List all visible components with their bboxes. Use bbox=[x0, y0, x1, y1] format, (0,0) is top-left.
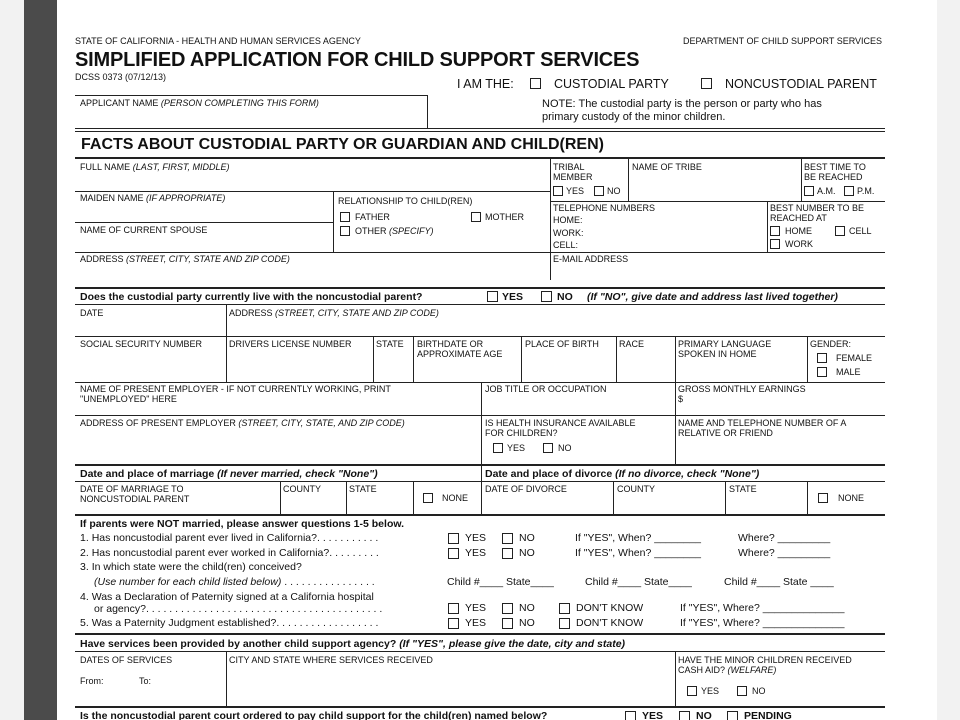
live-with-question: Does the custodial party currently live with the noncustodial parent? bbox=[80, 291, 423, 303]
primary-language-label-2: SPOKEN IN HOME bbox=[678, 349, 757, 359]
q4-yes-checkbox[interactable] bbox=[448, 603, 459, 614]
mother-label: MOTHER bbox=[485, 212, 524, 222]
q4-dont-know-label: DON'T KNOW bbox=[576, 602, 644, 614]
row-rule-336 bbox=[75, 336, 885, 337]
services-question: Have services been provided by another child support agency? (If "YES", please give the date, city and state) bbox=[80, 638, 626, 650]
note-line-1: NOTE: The custodial party is the person or party who has bbox=[542, 98, 822, 110]
best-cell-label: CELL bbox=[849, 226, 872, 236]
email-field[interactable]: E-MAIL ADDRESS bbox=[553, 254, 629, 264]
work-phone-field[interactable]: WORK: bbox=[553, 228, 584, 238]
pm-label: P.M. bbox=[857, 186, 875, 196]
marriage-none-checkbox[interactable] bbox=[423, 493, 433, 503]
other-checkbox[interactable] bbox=[340, 226, 350, 236]
q2-where[interactable]: Where? _________ bbox=[738, 547, 831, 559]
health-ins-yes-label: YES bbox=[507, 443, 526, 453]
q1-yes-checkbox[interactable] bbox=[448, 533, 459, 544]
q4-no-label: NO bbox=[519, 602, 535, 614]
primary-language-label-1[interactable]: PRIMARY LANGUAGE bbox=[678, 339, 772, 349]
row-rule-514 bbox=[75, 514, 885, 516]
row-rule-382 bbox=[75, 382, 885, 383]
tribal-yes-checkbox[interactable] bbox=[553, 186, 563, 196]
col-divider-424 bbox=[481, 382, 482, 465]
divorce-state-field[interactable]: STATE bbox=[729, 484, 757, 494]
col-divider-559 bbox=[616, 336, 617, 382]
home-phone-field[interactable]: HOME: bbox=[553, 215, 583, 225]
q4-no-checkbox[interactable] bbox=[502, 603, 513, 614]
ssn-field[interactable]: SOCIAL SECURITY NUMBER bbox=[80, 339, 203, 349]
agency-text: STATE OF CALIFORNIA - HEALTH AND HUMAN SERVICES AGENCY bbox=[75, 36, 361, 46]
noncustodial-parent-label: NONCUSTODIAL PARENT bbox=[725, 77, 877, 91]
services-to-field[interactable]: To: bbox=[139, 676, 152, 686]
dl-state-field[interactable]: STATE bbox=[376, 339, 404, 349]
q2-no-label: NO bbox=[519, 547, 535, 559]
tribal-yes-label: YES bbox=[566, 186, 585, 196]
services-from-field[interactable]: From: bbox=[80, 676, 104, 686]
marriage-state-field[interactable]: STATE bbox=[349, 484, 377, 494]
q3-child-3[interactable]: Child #____ State ____ bbox=[724, 576, 834, 588]
row-rule-481 bbox=[75, 481, 885, 482]
col-divider-169 bbox=[226, 304, 227, 382]
health-ins-label-1: IS HEALTH INSURANCE AVAILABLE bbox=[485, 418, 636, 428]
left-viewer-gutter bbox=[0, 0, 24, 720]
col-divider-750 bbox=[807, 336, 808, 382]
col-divider-289 bbox=[346, 481, 347, 514]
col-divider-618c bbox=[675, 651, 676, 707]
employer-address-field[interactable]: ADDRESS OF PRESENT EMPLOYER (STREET, CITY, STATE, AND ZIP CODE) bbox=[80, 418, 405, 428]
q3-text: 3. In which state were the child(ren) conceived? bbox=[80, 561, 302, 573]
q1-where[interactable]: Where? _________ bbox=[738, 532, 831, 544]
q5-no-checkbox[interactable] bbox=[502, 618, 513, 629]
col-divider-750b bbox=[807, 481, 808, 514]
row-rule-651 bbox=[75, 651, 885, 652]
employer-label-2: "UNEMPLOYED" HERE bbox=[80, 394, 177, 404]
cell-phone-field[interactable]: CELL: bbox=[553, 240, 579, 250]
live-with-yes-label: YES bbox=[502, 291, 524, 303]
dates-of-services-label: DATES OF SERVICES bbox=[80, 655, 173, 665]
male-checkbox[interactable] bbox=[817, 367, 827, 377]
section-title: FACTS ABOUT CUSTODIAL PARTY OR GUARDIAN AND CHILD(REN) bbox=[81, 136, 604, 153]
department-text: DEPARTMENT OF CHILD SUPPORT SERVICES bbox=[683, 36, 883, 46]
live-with-note: (If "NO", give date and address last lived together) bbox=[587, 291, 838, 303]
q5-text: 5. Was a Paternity Judgment established?. . . . . . . . . . . . . . . . . . bbox=[80, 617, 379, 629]
tribal-no-checkbox[interactable] bbox=[594, 186, 604, 196]
other-label: OTHER (SPECIFY) bbox=[355, 226, 434, 236]
row-rule-287 bbox=[75, 287, 885, 289]
q4-text-2: or agency?. . . . . . . . . . . . . . . . . . . . . . . . . . . . . . . . . . . . . . . . . bbox=[94, 603, 383, 615]
col-divider-276 bbox=[333, 191, 334, 252]
divorce-none-label: NONE bbox=[838, 493, 865, 503]
best-work-checkbox[interactable] bbox=[770, 239, 780, 249]
col-divider-356 bbox=[413, 336, 414, 382]
row-rule-415 bbox=[75, 415, 885, 416]
form-title: SIMPLIFIED APPLICATION FOR CHILD SUPPORT SERVICES bbox=[75, 49, 640, 71]
female-label: FEMALE bbox=[836, 353, 873, 363]
section-title-bottom-rule bbox=[75, 157, 885, 159]
court-order-pending-label: PENDING bbox=[744, 710, 792, 720]
mother-checkbox[interactable] bbox=[471, 212, 481, 222]
row-rule-633 bbox=[75, 633, 885, 635]
q2-text: 2. Has noncustodial parent ever worked in California?. . . . . . . . . bbox=[80, 547, 379, 559]
section-rule-1 bbox=[75, 128, 885, 129]
section-rule-2 bbox=[75, 131, 885, 132]
q4-text: 4. Was a Declaration of Paternity signed at a California hospital bbox=[80, 591, 374, 603]
col-divider-618 bbox=[675, 336, 676, 382]
best-number-label-2: REACHED AT bbox=[770, 213, 827, 223]
form-number: DCSS 0373 (07/12/13) bbox=[75, 72, 167, 82]
q3-child-2[interactable]: Child #____ State____ bbox=[585, 576, 692, 588]
q4-dont-know-checkbox[interactable] bbox=[559, 603, 570, 614]
q1-no-label: NO bbox=[519, 532, 535, 544]
col-divider-493 bbox=[550, 158, 551, 280]
full-name-field[interactable]: FULL NAME (LAST, FIRST, MIDDLE) bbox=[80, 162, 230, 172]
relative-label-2: RELATIVE OR FRIEND bbox=[678, 428, 773, 438]
tribal-no-label: NO bbox=[607, 186, 621, 196]
col-divider-556 bbox=[613, 481, 614, 514]
col-divider-223 bbox=[280, 481, 281, 514]
marriage-none-label: NONE bbox=[442, 493, 469, 503]
drivers-license-field[interactable]: DRIVERS LICENSE NUMBER bbox=[229, 339, 352, 349]
tribal-member-label-2: MEMBER bbox=[553, 172, 593, 182]
col-divider-169b bbox=[226, 651, 227, 707]
col-divider-710 bbox=[767, 201, 768, 252]
marriage-heading: Date and place of marriage (If never married, check "None") bbox=[80, 468, 378, 480]
court-order-no-checkbox[interactable] bbox=[679, 711, 690, 720]
cash-aid-no-label: NO bbox=[752, 686, 766, 696]
current-spouse-field[interactable]: NAME OF CURRENT SPOUSE bbox=[80, 225, 208, 235]
q2-no-checkbox[interactable] bbox=[502, 548, 513, 559]
place-of-birth-field[interactable]: PLACE OF BIRTH bbox=[525, 339, 599, 349]
divorce-none-checkbox[interactable] bbox=[818, 493, 828, 503]
right-viewer-gutter bbox=[936, 0, 960, 720]
q1-text: 1. Has noncustodial parent ever lived in California?. . . . . . . . . . . bbox=[80, 532, 379, 544]
live-with-no-checkbox[interactable] bbox=[541, 291, 552, 302]
q5-no-label: NO bbox=[519, 617, 535, 629]
best-home-label: HOME bbox=[785, 226, 812, 236]
cash-aid-yes-label: YES bbox=[701, 686, 720, 696]
health-ins-no-label: NO bbox=[558, 443, 572, 453]
col-divider-618b bbox=[675, 382, 676, 465]
live-with-yes-checkbox[interactable] bbox=[487, 291, 498, 302]
health-ins-no-checkbox[interactable] bbox=[543, 443, 553, 453]
best-cell-checkbox[interactable] bbox=[835, 226, 845, 236]
name-of-tribe-field[interactable]: NAME OF TRIBE bbox=[632, 162, 702, 172]
telephone-numbers-label: TELEPHONE NUMBERS bbox=[553, 203, 656, 213]
pm-checkbox[interactable] bbox=[844, 186, 854, 196]
cash-aid-yes-checkbox[interactable] bbox=[687, 686, 697, 696]
gross-earnings-label[interactable]: GROSS MONTHLY EARNINGS bbox=[678, 384, 806, 394]
date-marriage-label-2: NONCUSTODIAL PARENT bbox=[80, 494, 190, 504]
court-order-yes-label: YES bbox=[642, 710, 664, 720]
q3-text-2: (Use number for each child listed below) . . . . . . . . . . . . . . . . bbox=[94, 576, 375, 588]
best-work-label: WORK bbox=[785, 239, 813, 249]
q5-yes-label: YES bbox=[465, 617, 487, 629]
cash-aid-label-2: CASH AID? (WELFARE) bbox=[678, 665, 777, 675]
q5-dont-know-label: DON'T KNOW bbox=[576, 617, 644, 629]
q1-when[interactable]: If "YES", When? ________ bbox=[575, 532, 701, 544]
best-time-label-1: BEST TIME TO bbox=[804, 162, 866, 172]
col-divider-744 bbox=[801, 158, 802, 201]
birthdate-label-2: APPROXIMATE AGE bbox=[417, 349, 503, 359]
divorce-heading: Date and place of divorce (If no divorce, check "None") bbox=[485, 468, 760, 480]
am-label: A.M. bbox=[817, 186, 836, 196]
not-married-heading: If parents were NOT married, please answer questions 1-5 below. bbox=[80, 518, 405, 530]
health-ins-yes-checkbox[interactable] bbox=[493, 443, 503, 453]
q1-yes-label: YES bbox=[465, 532, 487, 544]
court-order-yes-checkbox[interactable] bbox=[625, 711, 636, 720]
address-field[interactable]: ADDRESS (STREET, CITY, STATE AND ZIP CODE) bbox=[80, 254, 290, 264]
best-number-label-1: BEST NUMBER TO BE bbox=[770, 203, 865, 213]
row-rule-304 bbox=[75, 304, 885, 305]
marriage-county-field[interactable]: COUNTY bbox=[283, 484, 321, 494]
applicant-name-label[interactable]: APPLICANT NAME (PERSON COMPLETING THIS FORM) bbox=[80, 98, 319, 108]
court-order-pending-checkbox[interactable] bbox=[727, 711, 738, 720]
row-rule-464 bbox=[75, 464, 885, 466]
gender-label: GENDER: bbox=[810, 339, 852, 349]
cash-aid-label-1: HAVE THE MINOR CHILDREN RECEIVED bbox=[678, 655, 852, 665]
q2-yes-label: YES bbox=[465, 547, 487, 559]
note-line-2: primary custody of the minor children. bbox=[542, 111, 726, 123]
col-divider-356b bbox=[413, 481, 414, 514]
col-divider-424b bbox=[481, 464, 482, 514]
applicant-top-rule bbox=[75, 95, 427, 96]
col-divider-464 bbox=[521, 336, 522, 382]
am-checkbox[interactable] bbox=[804, 186, 814, 196]
custodial-party-label: CUSTODIAL PARTY bbox=[554, 77, 669, 91]
last-lived-address-field[interactable]: ADDRESS (STREET, CITY, STATE AND ZIP CODE) bbox=[229, 308, 439, 318]
health-ins-label-2: FOR CHILDREN? bbox=[485, 428, 558, 438]
row-rule-706 bbox=[75, 706, 885, 708]
i-am-the-label: I AM THE: bbox=[457, 77, 514, 91]
father-label: FATHER bbox=[355, 212, 390, 222]
q3-child-1[interactable]: Child #____ State____ bbox=[447, 576, 554, 588]
q5-yes-checkbox[interactable] bbox=[448, 618, 459, 629]
noncustodial-parent-checkbox[interactable] bbox=[701, 78, 712, 89]
cash-aid-no-checkbox[interactable] bbox=[737, 686, 747, 696]
best-time-label-2: BE REACHED bbox=[804, 172, 863, 182]
court-order-no-label: NO bbox=[696, 710, 712, 720]
tribal-member-label-1: TRIBAL bbox=[553, 162, 585, 172]
employer-label-1[interactable]: NAME OF PRESENT EMPLOYER - IF NOT CURRENTLY WORKING, PRINT bbox=[80, 384, 391, 394]
gross-earnings-dollar: $ bbox=[678, 394, 684, 404]
date-marriage-label-1[interactable]: DATE OF MARRIAGE TO bbox=[80, 484, 184, 494]
job-title-field[interactable]: JOB TITLE OR OCCUPATION bbox=[485, 384, 607, 394]
last-lived-date-field[interactable]: DATE bbox=[80, 308, 104, 318]
row-rule-252 bbox=[75, 252, 885, 253]
services-city-state-field[interactable]: CITY AND STATE WHERE SERVICES RECEIVED bbox=[229, 655, 433, 665]
q2-yes-checkbox[interactable] bbox=[448, 548, 459, 559]
col-divider-668 bbox=[725, 481, 726, 514]
female-checkbox[interactable] bbox=[817, 353, 827, 363]
maiden-name-field[interactable]: MAIDEN NAME (IF APPROPRIATE) bbox=[80, 193, 226, 203]
col-divider-571 bbox=[628, 158, 629, 201]
applicant-divider bbox=[427, 95, 428, 128]
q2-when[interactable]: If "YES", When? ________ bbox=[575, 547, 701, 559]
custodial-party-checkbox[interactable] bbox=[530, 78, 541, 89]
live-with-no-label: NO bbox=[557, 291, 573, 303]
best-home-checkbox[interactable] bbox=[770, 226, 780, 236]
row-rule-201 bbox=[550, 201, 885, 202]
q4-yes-label: YES bbox=[465, 602, 487, 614]
q5-dont-know-checkbox[interactable] bbox=[559, 618, 570, 629]
relationship-label: RELATIONSHIP TO CHILD(REN) bbox=[338, 196, 473, 206]
birthdate-label-1[interactable]: BIRTHDATE OR bbox=[417, 339, 484, 349]
q1-no-checkbox[interactable] bbox=[502, 533, 513, 544]
col-divider-316 bbox=[373, 336, 374, 382]
court-order-question: Is the noncustodial parent court ordered to pay child support for the child(ren) named below? bbox=[80, 710, 548, 720]
row-rule-222 bbox=[75, 222, 333, 223]
race-field[interactable]: RACE bbox=[619, 339, 645, 349]
row-rule-191 bbox=[75, 191, 550, 192]
divorce-county-field[interactable]: COUNTY bbox=[617, 484, 655, 494]
male-label: MALE bbox=[836, 367, 861, 377]
form-page bbox=[57, 0, 937, 720]
date-divorce-field[interactable]: DATE OF DIVORCE bbox=[485, 484, 567, 494]
father-checkbox[interactable] bbox=[340, 212, 350, 222]
relative-label-1[interactable]: NAME AND TELEPHONE NUMBER OF A bbox=[678, 418, 847, 428]
q4-where[interactable]: If "YES", Where? ______________ bbox=[680, 602, 845, 614]
q5-where[interactable]: If "YES", Where? ______________ bbox=[680, 617, 845, 629]
